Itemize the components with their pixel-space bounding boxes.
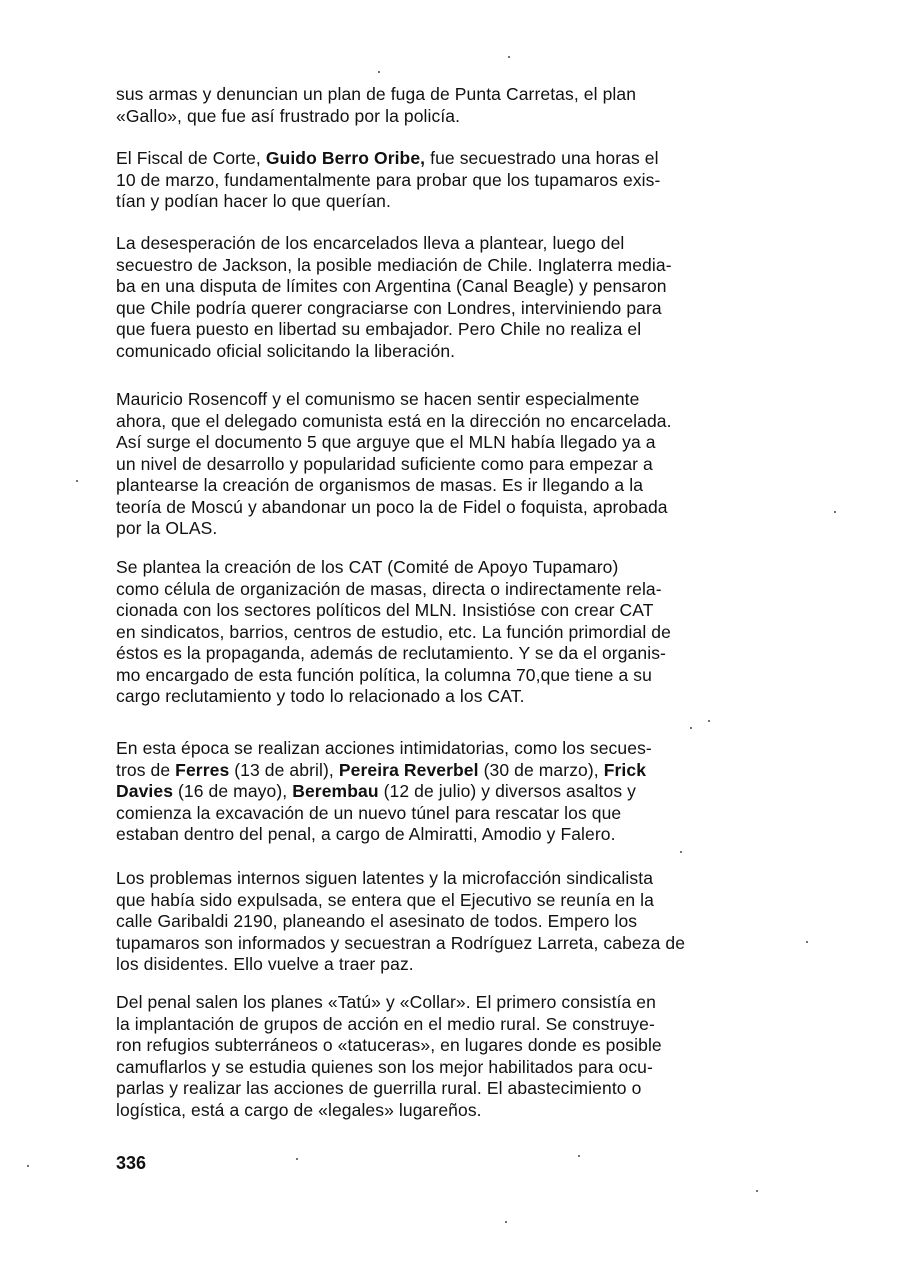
text-line <box>116 760 788 782</box>
text-line: mo encargado de esta función política, la columna 70,que tiene a su <box>116 664 652 685</box>
text-run: (13 de abril), <box>229 759 339 780</box>
scan-speck <box>756 1190 758 1192</box>
text-line <box>116 781 788 803</box>
text-line: por la OLAS. <box>116 518 218 538</box>
person-name: Ferres <box>175 759 230 780</box>
text-line: comunicado oficial solicitando la liberación. <box>116 340 456 361</box>
text-line: Así surge el documento 5 que arguye que el MLN había llegado ya a <box>116 432 656 452</box>
text-line: teoría de Moscú y abandonar un poco la de Fidel o foquista, aprobada <box>116 496 668 517</box>
paragraph-5 <box>116 557 788 708</box>
person-name: Frick <box>603 759 647 780</box>
text-run: (16 de mayo), <box>173 781 293 801</box>
paragraph-2 <box>116 148 788 213</box>
text-run: fue secuestrado una horas el <box>425 148 659 168</box>
text-line: los disidentes. Ello vuelve a traer paz. <box>116 954 414 974</box>
text-line: ba en una disputa de límites con Argentina (Canal Beagle) y pensaron <box>116 276 667 296</box>
text-line: la implantación de grupos de acción en el medio rural. Se construye- <box>116 1013 655 1034</box>
text-line: «Gallo», que fue así frustrado por la policía. <box>116 105 461 126</box>
scan-speck <box>378 71 380 73</box>
text-line: Los problemas internos siguen latentes y la microfacción sindicalista <box>116 868 654 888</box>
paragraph-1 <box>116 84 788 127</box>
person-name: Berembau <box>292 781 379 801</box>
text-line: tupamaros son informados y secuestran a Rodríguez Larreta, cabeza de <box>116 932 686 953</box>
text-line: 10 de marzo, fundamentalmente para probar que los tupamaros exis- <box>116 169 661 190</box>
text-run: (12 de julio) y diversos asaltos y <box>378 781 636 801</box>
text-line: que fuera puesto en libertad su embajador. Pero Chile no realiza el <box>116 319 642 339</box>
text-line: como célula de organización de masas, directa o indirectamente rela- <box>116 578 662 599</box>
text-line: estaban dentro del penal, a cargo de Almiratti, Amodio y Falero. <box>116 824 616 844</box>
page-number: 336 <box>116 1153 147 1173</box>
scan-speck <box>834 511 836 513</box>
text-line: Del penal salen los planes «Tatú» y «Collar». El primero consistía en <box>116 992 656 1012</box>
scan-speck <box>578 1155 580 1157</box>
text-line: cionada con los sectores políticos del MLN. Insistióse con crear CAT <box>116 600 654 620</box>
text-line: cargo reclutamiento y todo lo relacionado a los CAT. <box>116 686 525 706</box>
text-line: secuestro de Jackson, la posible mediación de Chile. Inglaterra media- <box>116 254 672 275</box>
scan-speck <box>690 727 692 729</box>
text-line: tían y podían hacer lo que querían. <box>116 191 391 211</box>
text-line: ahora, que el delegado comunista está en la dirección no encarcelada. <box>116 410 672 431</box>
text-run: El Fiscal de Corte, <box>116 148 266 168</box>
paragraph-3 <box>116 233 788 362</box>
text-line: parlas y realizar las acciones de guerrilla rural. El abastecimiento o <box>116 1078 642 1098</box>
text-line: camuflarlos y se estudia quienes son los mejor habilitados para ocu- <box>116 1056 653 1077</box>
scan-speck <box>27 1165 29 1167</box>
paragraph-8 <box>116 992 788 1121</box>
text-line: plantearse la creación de organismos de masas. Es ir llegando a la <box>116 475 644 495</box>
scan-speck <box>806 941 808 943</box>
text-line: La desesperación de los encarcelados lleva a plantear, luego del <box>116 233 625 253</box>
scan-speck <box>680 851 682 853</box>
text-line <box>116 148 788 170</box>
text-line: ron refugios subterráneos o «tatuceras», en lugares donde es posible <box>116 1035 662 1055</box>
scan-speck <box>508 56 510 58</box>
person-name: Pereira Reverbel <box>338 759 479 780</box>
text-line: En esta época se realizan acciones intimidatorias, como los secues- <box>116 738 652 758</box>
text-line: que había sido expulsada, se entera que el Ejecutivo se reunía en la <box>116 889 655 910</box>
text-line: éstos es la propaganda, además de reclutamiento. Y se da el organis- <box>116 643 666 663</box>
text-line: que Chile podría querer congraciarse con Londres, interviniendo para <box>116 297 662 318</box>
text-line: en sindicatos, barrios, centros de estudio, etc. La función primordial de <box>116 621 671 642</box>
scan-speck <box>296 1158 298 1160</box>
scan-speck <box>708 720 710 722</box>
paragraph-4 <box>116 389 788 540</box>
text-line: Mauricio Rosencoff y el comunismo se hacen sentir especialmente <box>116 389 640 409</box>
text-run: (30 de marzo), <box>478 759 604 780</box>
text-line: sus armas y denuncian un plan de fuga de Punta Carretas, el plan <box>116 84 637 104</box>
text-line: Se plantea la creación de los CAT (Comité de Apoyo Tupamaro) <box>116 557 619 577</box>
text-run: tros de <box>116 759 176 780</box>
person-name: Davies <box>116 781 174 801</box>
text-line: un nivel de desarrollo y popularidad suficiente como para empezar a <box>116 453 653 474</box>
text-line: comienza la excavación de un nuevo túnel para rescatar los que <box>116 802 622 823</box>
scan-speck <box>76 480 78 482</box>
text-line: calle Garibaldi 2190, planeando el asesinato de todos. Empero los <box>116 911 638 931</box>
paragraph-7 <box>116 868 788 976</box>
person-name: Guido Berro Oribe, <box>265 148 426 168</box>
text-line: logística, está a cargo de «legales» lugareños. <box>116 1099 482 1120</box>
paragraph-6 <box>116 738 788 846</box>
scan-speck <box>505 1221 507 1223</box>
